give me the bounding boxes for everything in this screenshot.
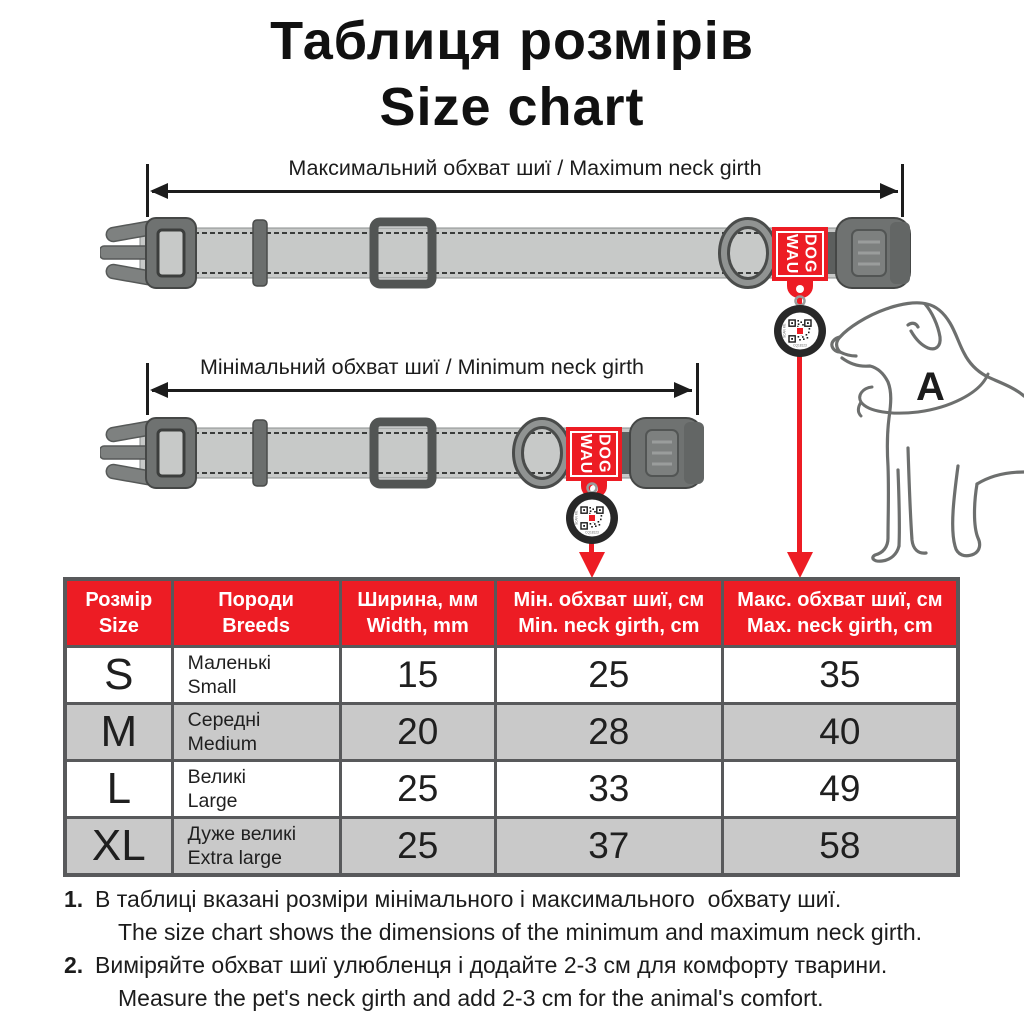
qr-pet-tag-min xyxy=(564,480,620,546)
max-girth-value: 49 xyxy=(722,761,958,818)
dimension-end-bar xyxy=(146,363,149,415)
strap-keeper xyxy=(253,220,267,286)
table-row-xl xyxy=(65,818,958,876)
size-value: L xyxy=(65,761,172,818)
brand-label-text xyxy=(576,434,613,474)
header-min-girth: Мін. обхват шиї, см Min. neck girth, cm xyxy=(495,579,722,647)
breed-value: Великі Large xyxy=(172,761,340,818)
brand-word-dog: DOG xyxy=(595,434,613,474)
breed-value: Дуже великі Extra large xyxy=(172,818,340,876)
size-value: M xyxy=(65,704,172,761)
brand-word-wau: WAU xyxy=(783,233,800,275)
brand-label-max xyxy=(772,227,828,298)
brand-label-text xyxy=(782,234,819,274)
note-number: 2. xyxy=(64,952,84,978)
qr-brand-center xyxy=(796,327,803,334)
dog-outline-illustration xyxy=(828,288,1024,580)
max-pointer-arrowhead-icon xyxy=(787,552,813,578)
min-girth-value: 25 xyxy=(495,647,722,704)
arrowhead-right-icon xyxy=(880,183,898,199)
buckle-frame xyxy=(146,418,196,488)
max-girth-label: Максимальний обхват шиї / Maximum neck girth xyxy=(288,156,762,180)
min-girth-value: 37 xyxy=(495,818,722,876)
qr-brand-center xyxy=(588,514,595,521)
note-number: 1. xyxy=(64,886,84,912)
brand-word-dog: DOG xyxy=(801,234,819,274)
header-max-girth: Макс. обхват шиї, см Max. neck girth, cm xyxy=(722,579,958,647)
tag-scan-me-text: SCAN ME xyxy=(782,323,787,338)
arrowhead-right-icon xyxy=(674,382,692,398)
max-girth-value: 40 xyxy=(722,704,958,761)
min-girth-value: 28 xyxy=(495,704,722,761)
breed-value: Середні Medium xyxy=(172,704,340,761)
arrowhead-left-icon xyxy=(150,382,168,398)
note-text-uk: Виміряйте обхват шиї улюбленця і додайте 2-3 см для комфорту тварини. xyxy=(95,952,888,978)
neck-marker-a: A xyxy=(916,365,945,409)
note-text-en: The size chart shows the dimensions of the minimum and maximum neck girth. xyxy=(118,919,923,945)
size-table xyxy=(63,577,960,877)
brand-label-body xyxy=(566,427,622,481)
dimension-end-bar xyxy=(146,164,149,217)
table-row-l xyxy=(65,761,958,818)
width-value: 15 xyxy=(340,647,495,704)
page-title xyxy=(0,8,1024,140)
table-header-row xyxy=(65,579,958,647)
footnotes xyxy=(64,883,964,1015)
arrowhead-left-icon xyxy=(150,183,168,199)
buckle-female xyxy=(824,218,910,288)
dimension-end-bar xyxy=(901,164,904,217)
table-row-s xyxy=(65,647,958,704)
width-value: 20 xyxy=(340,704,495,761)
tag-code-text: CQ18123 xyxy=(793,343,807,348)
buckle-female xyxy=(618,418,704,488)
header-breeds: Породи Breeds xyxy=(172,579,340,647)
buckle-frame xyxy=(146,218,196,288)
header-width: Ширина, мм Width, mm xyxy=(340,579,495,647)
note-2 xyxy=(64,949,964,1015)
brand-word-wau: WAU xyxy=(577,433,594,475)
width-value: 25 xyxy=(340,818,495,876)
dog-sketch-lines xyxy=(832,303,1024,561)
size-value: S xyxy=(65,647,172,704)
page-title-uk: Таблиця розмірів xyxy=(270,11,754,71)
dimension-line xyxy=(152,389,692,392)
collar-illustration-min xyxy=(100,412,720,502)
header-size: Розмір Size xyxy=(65,579,172,647)
breed-value: Маленькі Small xyxy=(172,647,340,704)
min-girth-value: 33 xyxy=(495,761,722,818)
tag-link-ring xyxy=(796,297,805,306)
dimension-line xyxy=(152,190,898,193)
max-girth-value: 58 xyxy=(722,818,958,876)
size-value: XL xyxy=(65,818,172,876)
note-text-uk: В таблиці вказані розміри мінімального і максимального обхвату шиї. xyxy=(95,886,842,912)
tag-code-text: CQ18123 xyxy=(585,530,599,535)
min-girth-label: Мінімальний обхват шиї / Minimum neck girth xyxy=(199,355,644,379)
dimension-end-bar xyxy=(696,363,699,415)
tag-link-ring xyxy=(588,484,597,493)
strap-keeper xyxy=(253,420,267,486)
width-value: 25 xyxy=(340,761,495,818)
page-title-en: Size chart xyxy=(379,77,645,137)
note-1 xyxy=(64,883,964,949)
tag-scan-me-text: SCAN ME xyxy=(574,510,579,525)
max-girth-value: 35 xyxy=(722,647,958,704)
qr-pet-tag-max xyxy=(772,293,828,359)
min-pointer-arrowhead-icon xyxy=(579,552,605,578)
note-text-en: Measure the pet's neck girth and add 2-3 cm for the animal's comfort. xyxy=(118,985,824,1011)
table-row-m xyxy=(65,704,958,761)
brand-label-body xyxy=(772,227,828,281)
